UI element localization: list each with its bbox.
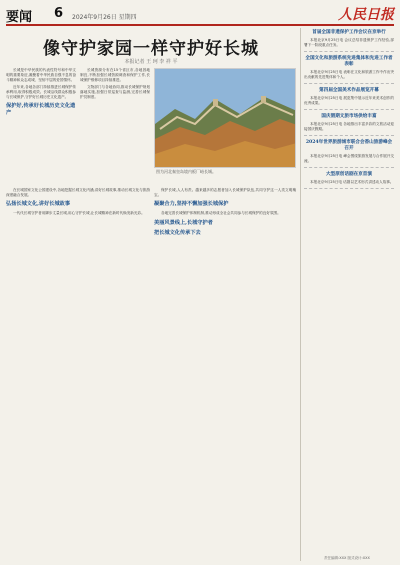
section-subhead: 弘扬长城文化,讲好长城故事 [6,201,71,208]
news-brief [304,30,394,52]
brief-title: 大型原创话剧在京首演 [326,172,372,177]
paragraph: 保护长城,人人有责。越来越多的志愿者加入长城保护队伍,共同守护这一人类文明瑰宝。 [154,188,296,198]
news-briefs-sidebar [300,28,394,561]
paragraph: 近年来,各地各部门持续推进长城保护传承利用,取得积极成效。长城沿线群众积极参与长城保护,守护好长城历史文化遗产。 [6,84,76,100]
brief-body: 本报北京9月25日电 话剧以艺术形式讲述动人故事。 [310,180,394,184]
section-subhead: 美丽风景线上,长城守护者 [154,219,213,226]
news-brief [304,114,394,136]
main-article [6,28,296,561]
brief-title: 全国文化和旅游系统先进集体和先进工作者表彰 [305,56,393,67]
section-subhead: 保护好,传承好长城历史文化遗产 [6,103,76,117]
paragraph: 在长城国家文化公园建设中,各地挖掘长城文化内涵,讲好长城故事,推动长城文化与旅游深度融合发展。 [6,188,150,198]
article-headline: 像守护家园一样守护好长城 [43,39,259,59]
section-subhead: 把长城文化传承下去 [154,229,201,236]
paragraph: 一代代长城守护者用脚步丈量长城,用心守护长城,让长城精神在新时代焕发新光彩。 [13,211,145,216]
great-wall-photo [154,68,296,168]
brief-body: 本报北京9月25日电 峰会围绕旅游发展与合作展开交流。 [304,154,394,163]
paragraph: 长城资源分布在15个省区市,各地因地制宜,不断加强长城资源调查和保护工作,长城保护维修项目持续推进。 [80,68,150,83]
page-number: 6 [54,6,64,21]
brief-title: 国庆假期文旅市场供给丰富 [321,114,377,119]
brief-body: 本报北京9月25日电 会议总结非遗保护工作经验,部署下一阶段重点任务。 [304,38,394,47]
brief-body: 本报北京9月25日电 展览集中展示近年来美术创作的优秀成果。 [304,96,394,105]
article-column-2 [80,68,150,101]
article-column-4 [154,188,296,240]
brief-body: 本报北京9月25日电 表彰在文化和旅游工作中作出突出贡献的先进集体和个人。 [304,70,394,79]
newspaper-logo: 人民日报 [338,7,394,23]
paragraph: 各地完善长城保护体制机制,推动形成全社会共同参与长城保护的良好氛围。 [161,211,281,216]
issue-date: 2024年9月26日 星期四 [72,14,137,21]
brief-title: 首届全国非遗保护工作会议在京举行 [312,30,386,35]
section-subhead: 凝聚合力,坚持不懈加强长城保护 [154,201,229,208]
paragraph: 文物部门与各地协同,推动长城保护规划落地实施,加强日常巡查与监测,完善长城保护员制度。 [80,84,150,100]
masthead [6,4,394,26]
news-brief [304,88,394,110]
news-brief [304,56,394,84]
photo-caption: 图为河北秦皇岛境内板厂峪长城。 [156,169,216,174]
paragraph: 长城是中华民族的代表性符号和中华文明的重要象征,凝聚着中华民族自强不息的奋斗精神和众志成城、坚韧不屈的爱国情怀。 [6,68,76,83]
news-brief [304,140,394,168]
article-column-1 [6,68,76,120]
news-brief [304,172,394,189]
brief-title: 2024年世界旅游城市联合会香山旅游峰会召开 [305,140,393,151]
brief-body: 本报北京9月25日电 各地推出丰富多彩的文旅活动迎接国庆假期。 [304,122,394,131]
great-wall-photo-graphic [155,69,296,168]
section-name: 要闻 [6,10,33,25]
article-byline: 本报记者 王 珂 李 祥 平 [124,59,178,65]
article-column-3 [6,188,150,218]
brief-title: 第四届全国美术作品展览开幕 [319,88,379,93]
page-footer: 责任编辑:XXX 版式设计:XXX [324,556,370,560]
